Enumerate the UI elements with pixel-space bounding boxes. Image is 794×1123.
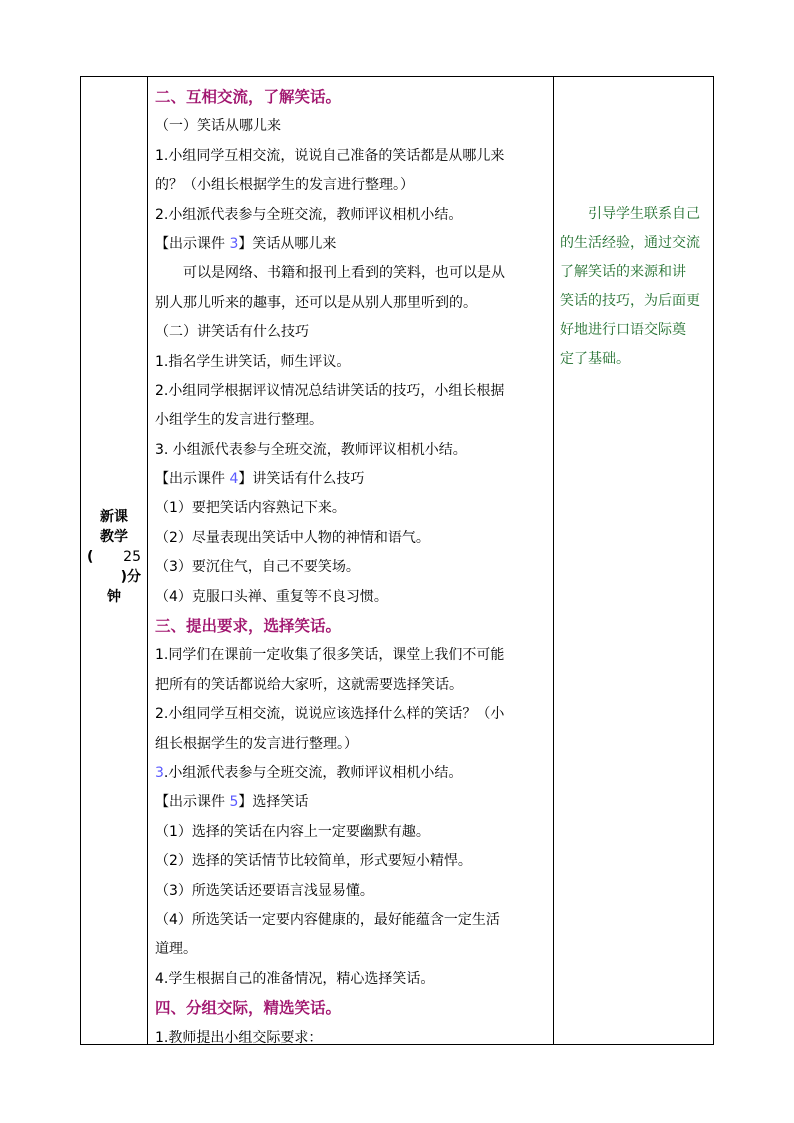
stage-label-line: 钟 — [107, 589, 121, 605]
note-line: 定了基础。 — [560, 351, 630, 367]
tip-item: （1）选择的笑话在内容上一定要幽默有趣。 — [155, 823, 430, 840]
stage-label-duration: ( 25 — [87, 549, 141, 565]
list-item: 1.教师提出小组交际要求： — [155, 1029, 323, 1046]
tip-item: （4）克服口头禅、重复等不良习惯。 — [155, 588, 388, 605]
stage-label-line: 新课 — [100, 509, 128, 525]
sub-heading: （二）讲笑话有什么技巧 — [155, 324, 309, 341]
lesson-table — [80, 76, 714, 1045]
tip-item: （4）所选笑话一定要内容健康的，最好能蕴含一定生活 — [155, 911, 500, 928]
courseware-ref: 【出示课件 3】笑话从哪儿来 — [155, 235, 337, 252]
note-line: 的生活经验，通过交流 — [560, 235, 700, 251]
design-notes — [560, 200, 712, 374]
note-line: 好地进行口语交际奠 — [560, 322, 686, 338]
list-item-cont: 组长根据学生的发言进行整理。） — [155, 735, 358, 752]
list-item: 2.小组派代表参与全班交流，教师评议相机小结。 — [155, 206, 463, 223]
column-divider — [147, 77, 148, 1044]
list-item: 1.同学们在课前一定收集了很多笑话，课堂上我们不可能 — [155, 647, 505, 664]
paragraph-cont: 别人那儿听来的趣事，还可以是从别人那里听到的。 — [155, 294, 477, 311]
list-item-cont: 把所有的笑话都说给大家听，这就需要选择笑话。 — [155, 676, 463, 693]
stage-label — [81, 507, 147, 607]
note-line: 笑话的技巧，为后面更 — [560, 293, 700, 309]
list-item-cont: 的？（小组长根据学生的发言进行整理。） — [155, 177, 414, 194]
lesson-content — [155, 83, 553, 1053]
list-item: 4.学生根据自己的准备情况，精心选择笑话。 — [155, 970, 435, 987]
stage-label-line: )分 — [120, 569, 141, 585]
courseware-ref: 【出示课件 5】选择笑话 — [155, 794, 309, 811]
list-item-cont: 小组学生的发言进行整理。 — [155, 412, 323, 429]
list-item: 2.小组同学互相交流，说说应该选择什么样的笑话？（小 — [155, 706, 505, 723]
tip-item: （2）尽量表现出笑话中人物的神情和语气。 — [155, 529, 430, 546]
list-item: 2.小组同学根据评议情况总结讲笑话的技巧，小组长根据 — [155, 382, 505, 399]
section-heading: 四、分组交际，精选笑话。 — [155, 999, 342, 1018]
list-item: 3.小组派代表参与全班交流，教师评议相机小结。 — [155, 764, 463, 781]
stage-label-line: 教学 — [100, 529, 128, 545]
list-item: 1.小组同学互相交流，说说自己准备的笑话都是从哪儿来 — [155, 147, 505, 164]
tip-item: （1）要把笑话内容熟记下来。 — [155, 500, 346, 517]
section-heading: 二、互相交流，了解笑话。 — [155, 88, 342, 106]
section-heading: 三、提出要求，选择笑话。 — [155, 617, 342, 636]
tip-item: （2）选择的笑话情节比较简单，形式要短小精悍。 — [155, 853, 472, 870]
courseware-ref: 【出示课件 4】讲笑话有什么技巧 — [155, 471, 365, 488]
tip-item: （3）要沉住气，自己不要笑场。 — [155, 559, 360, 576]
sub-heading: （一）笑话从哪儿来 — [155, 118, 281, 135]
column-divider — [553, 77, 554, 1044]
list-item: 1.指名学生讲笑话，师生评议。 — [155, 353, 351, 370]
note-line: 了解笑话的来源和讲 — [560, 264, 686, 280]
list-item: 3. 小组派代表参与全班交流，教师评议相机小结。 — [155, 441, 467, 458]
note-line: 引导学生联系自己 — [588, 206, 700, 222]
tip-item: （3）所选笑话还要语言浅显易懂。 — [155, 882, 374, 899]
paragraph: 可以是网络、书籍和报刊上看到的笑料，也可以是从 — [183, 265, 505, 282]
tip-item-cont: 道理。 — [155, 941, 197, 958]
